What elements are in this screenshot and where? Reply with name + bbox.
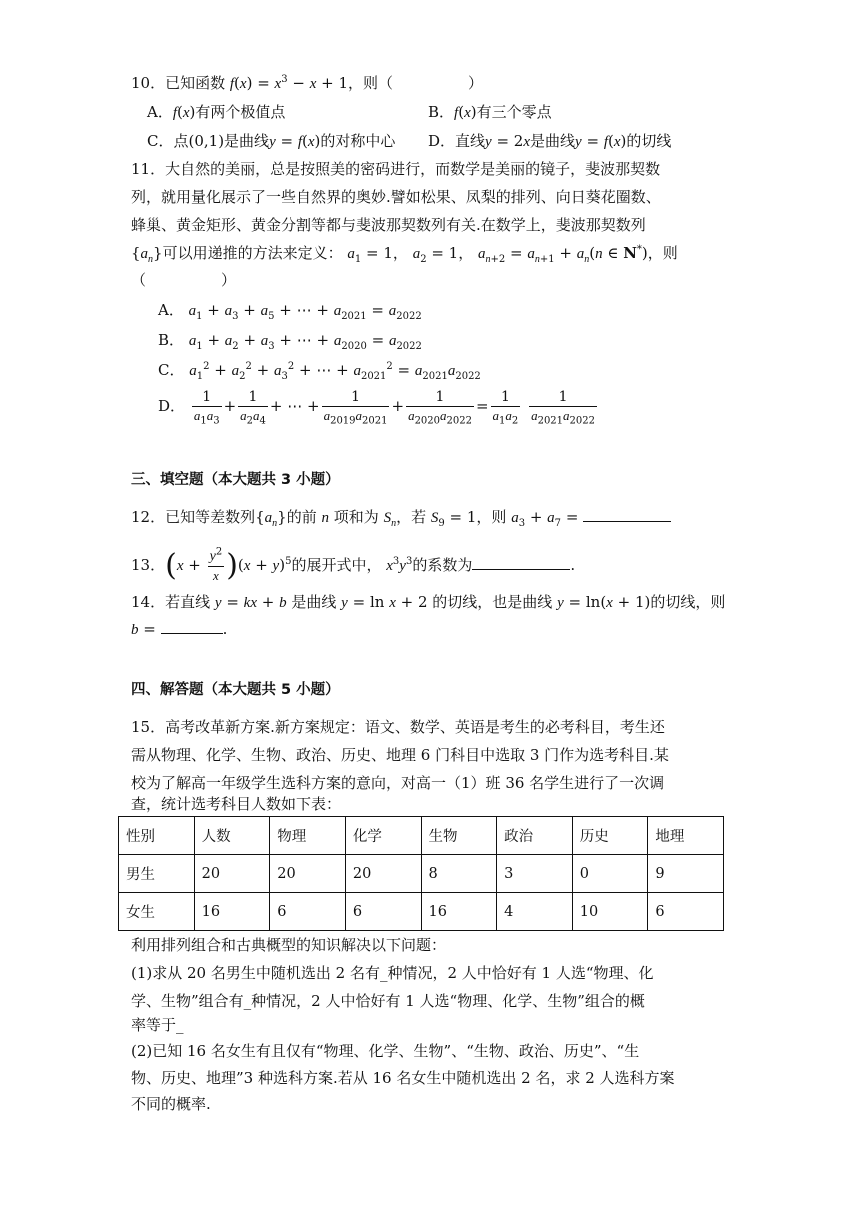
q15-line1: 15．高考改革新方案.新方案规定：语文、数学、英语是考生的必考科目，考生还: [131, 718, 665, 736]
q10-option-a[interactable]: A．f(x)有两个极值点: [147, 103, 286, 121]
table-cell: 女生: [119, 893, 195, 931]
table-cell: 16: [194, 893, 270, 931]
table-header-cell: 人数: [194, 817, 270, 855]
table-cell: 10: [572, 893, 648, 931]
table-header-cell: 性别: [119, 817, 195, 855]
q14-line2: b = .: [131, 620, 228, 638]
q15-part1-line3: 率等于_: [131, 1016, 184, 1034]
table-cell: 9: [648, 855, 724, 893]
table-row: [119, 855, 724, 893]
section-answer-title: 四、解答题（本大题共 5 小题）: [131, 682, 340, 698]
table-cell: 6: [648, 893, 724, 931]
table-header-cell: 历史: [572, 817, 648, 855]
table-row: [119, 893, 724, 931]
table-header-cell: 政治: [497, 817, 573, 855]
q11-line2: 列，就用量化展示了一些自然界的奥妙.譬如松果、凤梨的排列、向日葵花圈数、: [131, 188, 661, 206]
q12-answer-blank[interactable]: [583, 507, 671, 522]
q11-line3: 蜂巢、黄金矩形、黄金分割等都与斐波那契数列有关.在数学上，斐波那契数列: [131, 216, 646, 234]
table-header-cell: 化学: [345, 817, 421, 855]
q11-option-b[interactable]: B． $a_1 + a_2 + a_3$ + ⋯ + $a_{2020} = a_{2022}$: [158, 331, 422, 352]
q15-part2-line3: 不同的概率.: [131, 1095, 211, 1113]
table-cell: 20: [345, 855, 421, 893]
q13-answer-blank[interactable]: [472, 555, 570, 570]
table-cell: 20: [270, 855, 346, 893]
table-header-cell: 物理: [270, 817, 346, 855]
section-fill-in-title: 三、填空题（本大题共 3 小题）: [131, 472, 340, 488]
table-cell: 16: [421, 893, 497, 931]
q11-line4: $\{a_n\}$可以用递推的方法来定义： $a_1 = 1$， $a_2 = 1$， $a_{n+2} = a_{n+1} + a_n(n$ ∈ N*)，则: [131, 244, 678, 265]
q15-line4: 查，统计选考科目人数如下表：: [131, 795, 342, 813]
q11-option-d[interactable]: D． $\frac{1}{a_1a_3}$ + $\frac{1}{a_2a_4}$ + ⋯ + $\frac{1}{a_{2019}a_{2021}}$ + $\frac{1}{a_{2020}a_{2022}}$ = $\frac{1}{a_1a_2}$ $\frac{1}{a_{2021}a_{2022}}$: [158, 389, 595, 427]
q10-option-c[interactable]: C．点(0,1)是曲线y = f(x)的对称中心: [147, 132, 396, 150]
table-header-cell: 地理: [648, 817, 724, 855]
table-cell: 0: [572, 855, 648, 893]
table-cell: 6: [345, 893, 421, 931]
table-cell: 4: [497, 893, 573, 931]
q15-part2-line2: 物、历史、地理”3 种选科方案.若从 16 名女生中随机选出 2 名，求 2 人选科方案: [131, 1069, 675, 1087]
q11-option-a[interactable]: A． $a_1 + a_3 + a_5$ + ⋯ + $a_{2021} = a_{2022}$: [158, 301, 422, 322]
q12: 12．已知等差数列$\{a_n\}$的前 n 项和为 $S_n$，若 $S_9 = 1$，则 $a_3 + a_7$ =: [131, 507, 671, 528]
q10-stem: 10．已知函数 $f(x) = x^3 - x + 1$，则（ ）: [131, 74, 484, 92]
q14-answer-blank[interactable]: [161, 619, 223, 634]
q11-option-c[interactable]: C． $a_1^2 + a_2^2 + a_3^2$ + ⋯ + $a_{2021}^2 = a_{2021}a_{2022}$: [158, 361, 481, 382]
q13: 13．(x + $\frac{y^2}{x}$ )$(x + y)^5$的展开式中， $x^3y^3$的系数为 .: [131, 543, 575, 588]
q15-part1-line2: 学、生物”组合有_种情况，2 人中恰好有 1 人选“物理、化学、生物”组合的概: [131, 992, 645, 1010]
table-header-cell: 生物: [421, 817, 497, 855]
q15-part2-line1: (2)已知 16 名女生有且仅有“物理、化学、生物”、“生物、政治、历史”、“生: [131, 1042, 640, 1060]
q10-option-b[interactable]: B．f(x)有三个零点: [428, 103, 552, 121]
q11-line1: 11．大自然的美丽，总是按照美的密码进行，而数学是美丽的镜子，斐波那契数: [131, 160, 661, 178]
table-cell: 6: [270, 893, 346, 931]
q14-line1: 14．若直线 y = kx + b 是曲线 y = ln x + 2 的切线，也是曲线 y = ln(x + 1)的切线，则: [131, 593, 726, 611]
q15-instruction: 利用排列组合和古典概型的知识解决以下问题：: [131, 936, 447, 954]
elective-subjects-table: [118, 816, 724, 931]
table-cell: 20: [194, 855, 270, 893]
q11-answer-paren: （ ）: [131, 271, 237, 289]
table-cell: 8: [421, 855, 497, 893]
q15-line2: 需从物理、化学、生物、政治、历史、地理 6 门科目中选取 3 门作为选考科目.某: [131, 746, 669, 764]
table-header-row: [119, 817, 724, 855]
table-cell: 男生: [119, 855, 195, 893]
q15-part1-line1: (1)求从 20 名男生中随机选出 2 名有_种情况，2 人中恰好有 1 人选“物理、化: [131, 964, 654, 982]
q15-line3: 校为了解高一年级学生选科方案的意向，对高一（1）班 36 名学生进行了一次调: [131, 774, 665, 792]
table-cell: 3: [497, 855, 573, 893]
q10-option-d[interactable]: D．直线y = 2x是曲线y = f(x)的切线: [428, 132, 672, 150]
